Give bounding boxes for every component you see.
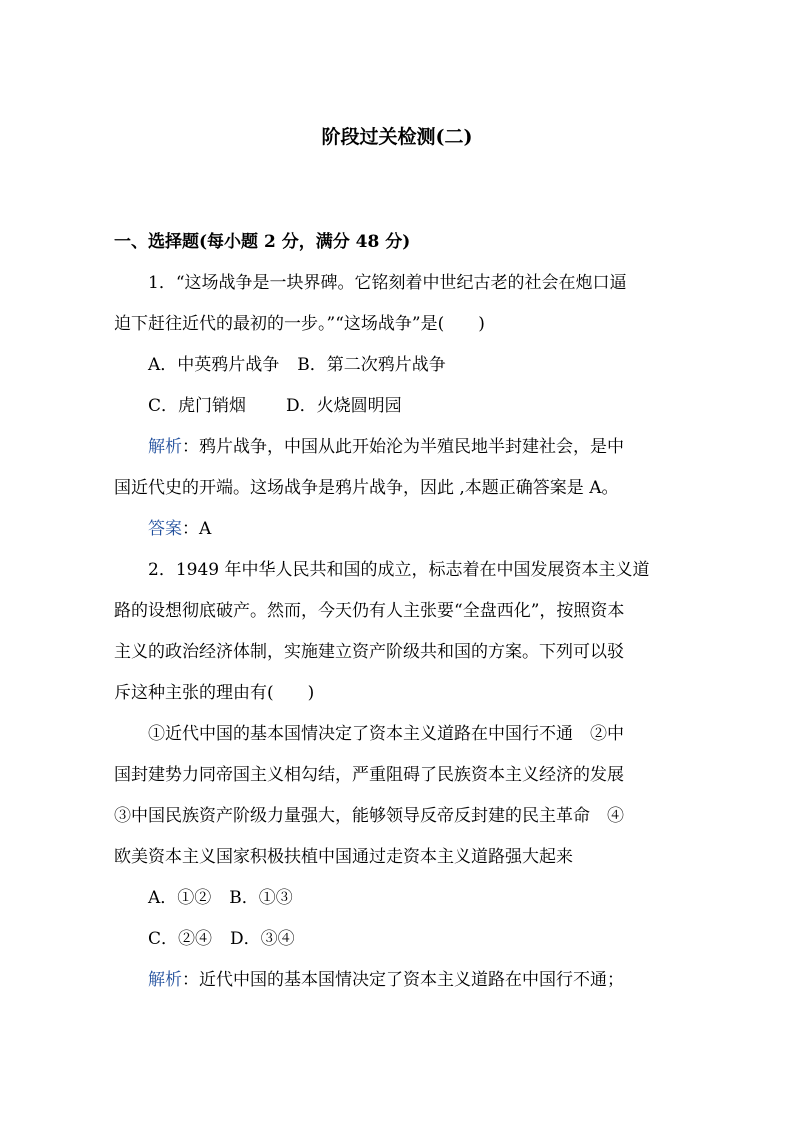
q2-analysis-line-1 [114,960,686,1001]
q2-option-c: C．②④ [148,929,213,949]
q2-stem-line-4: 斥这种主张的理由有( ) [114,683,315,703]
q2-option-d: D．③④ [230,929,295,949]
q1-option-a: A．中英鸦片战争 [148,355,280,375]
q2-option-b: B．①③ [229,888,293,908]
document-body [114,222,686,1001]
q2-analysis-label: 解析 [148,970,182,990]
q1-analysis-line-1 [114,427,686,468]
q1-stem-line-1: 1．“这场战争是一块界碑。它铭刻着中世纪古老的社会在炮口逼 [148,273,627,293]
section-heading: 一、选择题(每小题 2 分，满分 48 分) [114,232,411,252]
q2-options-ab [114,878,686,919]
q2-stem-line-1: 2．1949 年中华人民共和国的成立，标志着在中国发展资本主义道 [148,560,650,580]
q2-stem-line-3: 主义的政治经济体制，实施建立资产阶级共和国的方案。下列可以驳 [114,642,624,662]
q1-stem-line-2: 迫下赶往近代的最初的一步。”“这场战争”是( ) [114,314,485,334]
q2-options-cd [114,919,686,960]
q1-analysis-text-1: ：鸦片战争，中国从此开始沦为半殖民地半封建社会，是中 [182,437,624,457]
q1-answer-value: ：A [182,519,212,539]
q1-answer [114,509,686,550]
q2-option-a: A．①② [148,888,212,908]
q2-statement-line-1: ①近代中国的基本国情决定了资本主义道路在中国行不通 ②中 [148,724,624,744]
page-title: 阶段过关检测(二) [321,126,473,148]
q1-option-d: D．火烧圆明园 [286,396,402,416]
q2-statement-line-3: ③中国民族资产阶级力量强大，能够领导反帝反封建的民主革命 ④ [114,806,624,826]
q2-stem-line-2: 路的设想彻底破产。然而，今天仍有人主张要“全盘西化”，按照资本 [114,601,625,621]
q1-options-ab [114,345,686,386]
q2-statement-line-2: 国封建势力同帝国主义相勾结，严重阻碍了民族资本主义经济的发展 [114,765,624,785]
q1-analysis-line-2: 国近代史的开端。这场战争是鸦片战争，因此 ,本题正确答案是 A。 [114,478,619,498]
q2-analysis-text-1: ：近代中国的基本国情决定了资本主义道路在中国行不通； [182,970,624,990]
q1-answer-label: 答案 [148,519,182,539]
q1-analysis-label: 解析 [148,437,182,457]
q1-options-cd [114,386,686,427]
q1-option-c: C．虎门销烟 [148,396,247,416]
q1-option-b: B．第二次鸦片战争 [297,355,446,375]
q2-statement-line-4: 欧美资本主义国家积极扶植中国通过走资本主义道路强大起来 [114,847,573,867]
